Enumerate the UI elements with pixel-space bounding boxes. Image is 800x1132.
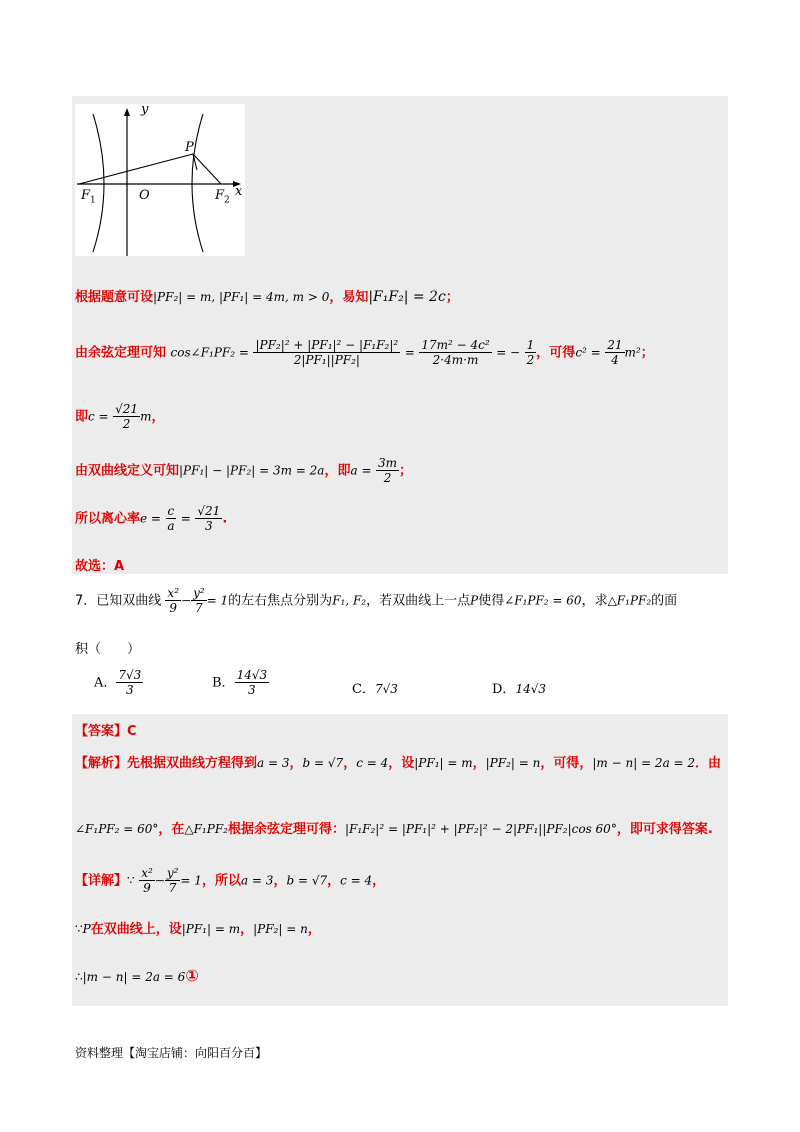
focus-f1-label: $F_1$ [81, 188, 96, 206]
formula: |F₁F₂| = 2c [368, 289, 446, 305]
answer-line: 【答案】C [75, 724, 137, 739]
analysis-line-2: ∠F₁PF₂ = 60°，在△F₁PF₂根据余弦定理可得：|F₁F₂|² = |PF₁|² + |PF₂|² − 2|PF₁||PF₂|cos 60°，即可求得答案. [75, 822, 713, 837]
fraction: $\frac{21}{4}$ [607, 338, 623, 368]
solution-line-1: 根据题意可设|PF₂| = m, |PF₁| = 4m, m > 0，易知|F₁F₂| = 2c； [75, 289, 459, 305]
fraction: $\frac{√21}{3}$ [197, 504, 221, 534]
detail-line-1: 【详解】∵ $\frac{\text{x²}}{9}$ − $\frac{\text{y²}}{7}$ = 1，所以a = 3，b = √7，c = 4， [75, 866, 386, 896]
detail-line-3: ∴|m − n| = 2a = 6① [75, 966, 199, 985]
fraction: $\frac{14√3}{3}$ [236, 668, 268, 698]
formula: |PF₂| = m, |PF₁| = 4m, m > 0 [153, 290, 330, 304]
point-p-label: P [185, 140, 194, 155]
hyperbola-graph [75, 104, 245, 256]
option-b[interactable]: B． $\frac{14√3}{3}$ [212, 668, 268, 698]
option-c[interactable]: C．7√3 [352, 682, 398, 697]
fraction: $\frac{3m}{2}$ [378, 456, 398, 486]
detail-line-2: ∵P在双曲线上，设|PF₁| = m，|PF₂| = n， [75, 922, 321, 937]
fraction: $\frac{\text{y²}}{7}$ [166, 866, 179, 896]
answer-choice: 故选：A [75, 559, 125, 574]
fraction: $\frac{\text{y²}}{7}$ [193, 586, 205, 616]
solution-line-5: 所以离心率e = $\frac{c}{a}$ = $\frac{√21}{3}$ . [75, 504, 228, 534]
focus-f2-label: $F_2$ [215, 188, 230, 206]
y-axis-label: y [141, 102, 149, 117]
origin-label: O [139, 188, 150, 203]
solution-line-3: 即c = $\frac{√21}{2}$ m， [75, 402, 165, 432]
option-d[interactable]: D．14√3 [492, 682, 546, 697]
fraction: $\frac{\text{x²}}{9}$ [141, 866, 153, 896]
fraction: $\frac{c}{a}$ [167, 504, 175, 534]
option-a[interactable]: A． $\frac{7√3}{3}$ [94, 668, 142, 698]
fraction: $\frac{\text{|PF₂|² + |PF₁|² − |F₁F₂|²}}{\text{2|PF₁||PF₂|}}$ [255, 338, 399, 368]
fraction: $\frac{1}{2}$ [526, 338, 535, 368]
question-7-stem: 7．已知双曲线 $\frac{\text{x²}}{9}$ − $\frac{\text{y²}}{7}$ = 1的左右焦点分别为F₁, F₂，若双曲线上一点P使得∠F₁PF₂ = 60，求△F₁PF₂的面 [75, 586, 678, 616]
hyperbola-figure [75, 104, 245, 256]
fraction: $\frac{7√3}{3}$ [118, 668, 142, 698]
question-7-line-2: 积（ ） [75, 642, 141, 657]
fraction: $\frac{√21}{2}$ [115, 402, 139, 432]
fraction: $\frac{\text{x²}}{9}$ [167, 586, 179, 616]
page-footer: 资料整理【淘宝店铺：向阳百分百】 [75, 1046, 268, 1060]
solution-line-2: 由余弦定理可知 cos∠F₁PF₂ = $\frac{\text{|PF₂|² + |PF₁|² − |F₁F₂|²}}{\text{2|PF₁||PF₂|}}$ = $\frac{\text{17m² − 4c²}}{2\cdot 4m\cdot m}$ = − $\frac{1}{2}$ ，可得c² = $\frac{21}{4}$ m²； [75, 338, 654, 368]
analysis-line-1: 【解析】先根据双曲线方程得到a = 3，b = √7，c = 4，设|PF₁| = m，|PF₂| = n，可得，|m − n| = 2a = 2．由 [75, 756, 722, 771]
fraction: $\frac{\text{17m² − 4c²}}{2\cdot 4m\cdot m}$ [421, 338, 490, 368]
formula: cos∠F₁PF₂ = [170, 345, 249, 360]
solution-line-4: 由双曲线定义可知|PF₁| − |PF₂| = 3m = 2a，即a = $\frac{3m}{2}$ ； [75, 456, 413, 486]
x-axis-label: x [235, 184, 243, 199]
